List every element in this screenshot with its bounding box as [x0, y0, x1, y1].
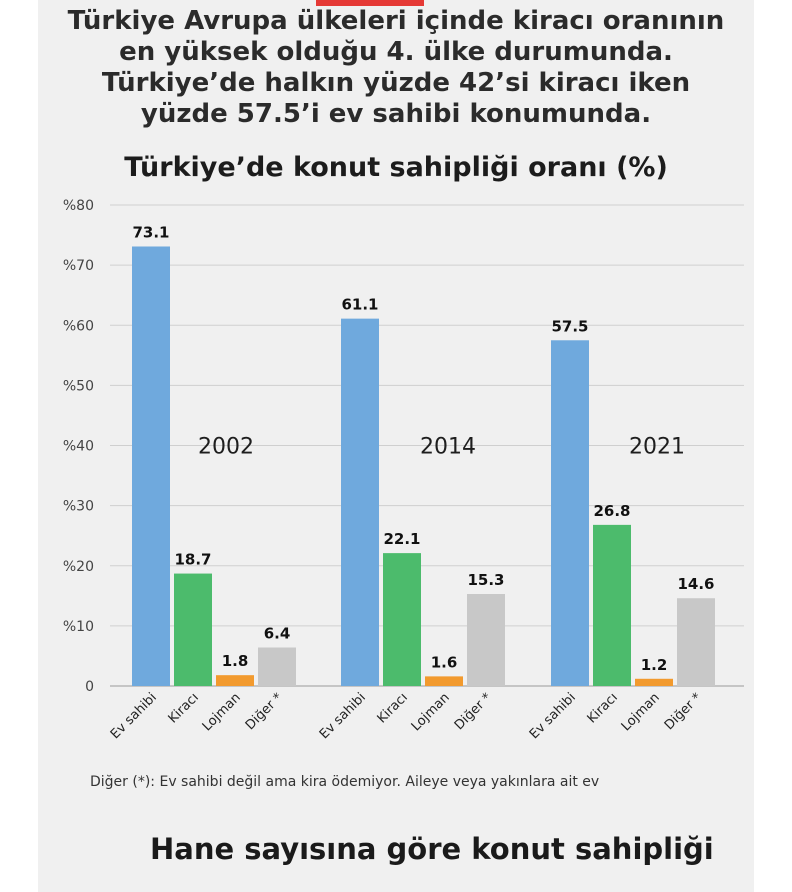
bar-diger	[677, 598, 715, 686]
bar-lojman	[425, 676, 463, 686]
x-tick-label: Diğer *	[242, 690, 286, 734]
year-label: 2002	[198, 434, 254, 460]
y-tick-label: %50	[62, 378, 94, 395]
data-label: 1.6	[430, 653, 458, 672]
x-tick-label: Kiracı	[374, 690, 411, 727]
data-label: 14.6	[677, 575, 715, 594]
data-label: 1.2	[640, 655, 668, 674]
data-label: 73.1	[132, 223, 170, 242]
data-label: 6.4	[263, 624, 291, 643]
y-tick-label: %60	[62, 318, 94, 335]
bar-lojman	[635, 679, 673, 686]
bar-ev-sahibi	[132, 246, 170, 686]
y-tick-label: %80	[62, 198, 94, 214]
footnote: Diğer (*): Ev sahibi değil ama kira ödemiyor. Aileye veya yakınlara ait ev	[90, 774, 600, 790]
x-tick-label: Kiracı	[165, 690, 202, 727]
bar-ev-sahibi	[341, 319, 379, 686]
bar-kiraci	[593, 525, 631, 686]
bar-lojman	[216, 675, 254, 686]
bar-kiraci	[383, 553, 421, 686]
data-label: 57.5	[551, 317, 589, 336]
x-tick-label: Ev sahibi	[316, 690, 369, 743]
left-margin	[0, 0, 38, 892]
y-tick-label: %30	[62, 498, 94, 515]
y-tick-label: %40	[62, 438, 94, 455]
bar-kiraci	[174, 574, 212, 686]
bar-ev-sahibi	[551, 340, 589, 686]
right-margin	[754, 0, 792, 892]
bar-chart	[38, 190, 754, 770]
data-label: 61.1	[341, 295, 379, 314]
x-tick-label: Lojman	[199, 690, 244, 735]
data-label: 15.3	[467, 571, 505, 590]
y-tick-label: %20	[62, 558, 94, 575]
bar-diger	[467, 594, 505, 686]
x-tick-label: Ev sahibi	[107, 690, 160, 743]
bar-diger	[258, 648, 296, 686]
x-tick-label: Diğer *	[451, 690, 495, 734]
data-label: 1.8	[221, 652, 249, 671]
year-label: 2021	[629, 434, 685, 460]
x-tick-label: Diğer *	[661, 690, 705, 734]
x-tick-label: Ev sahibi	[526, 690, 579, 743]
data-label: 22.1	[383, 530, 421, 549]
data-label: 26.8	[593, 501, 631, 520]
x-tick-label: Lojman	[618, 690, 663, 735]
section-title: Hane sayısına göre konut sahipliği	[150, 832, 714, 866]
x-tick-label: Kiracı	[584, 690, 621, 727]
data-label: 18.7	[174, 550, 212, 569]
y-tick-label: %70	[62, 258, 94, 275]
chart-title: Türkiye’de konut sahipliği oranı (%)	[124, 152, 668, 183]
year-label: 2014	[420, 434, 476, 460]
headline: Türkiye Avrupa ülkeleri içinde kiracı oranının en yüksek olduğu 4. ülke durumunda. Türkiye’de halkın yüzde 42’si kiracı iken yüzde 57.5’i ev sahibi konumunda.	[67, 6, 725, 129]
y-tick-label: 0	[85, 679, 94, 695]
x-tick-label: Lojman	[408, 690, 453, 735]
y-tick-label: %10	[62, 618, 94, 635]
